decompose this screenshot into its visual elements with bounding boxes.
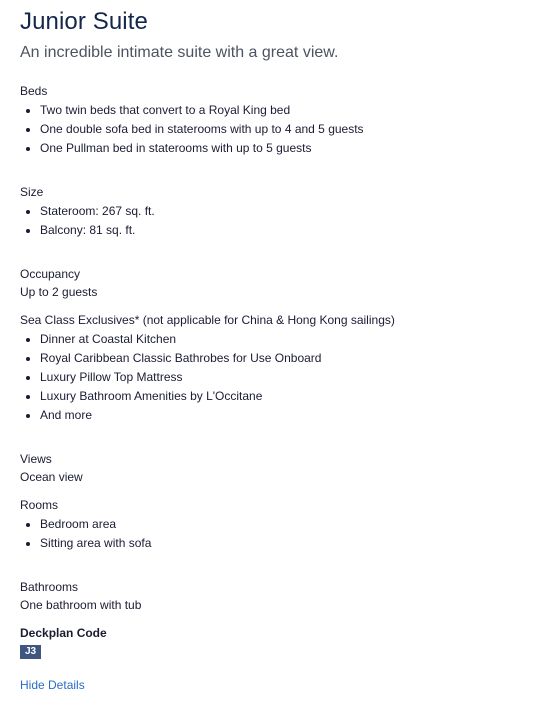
bathrooms-value: One bathroom with tub bbox=[20, 598, 142, 612]
exclusives-heading: Sea Class Exclusives* (not applicable for China & Hong Kong sailings) bbox=[20, 313, 395, 327]
list-item: One Pullman bed in staterooms with up to 5 guests bbox=[20, 139, 521, 158]
size-section bbox=[20, 183, 521, 240]
rooms-heading: Rooms bbox=[20, 498, 59, 512]
list-item: Stateroom: 267 sq. ft. bbox=[20, 202, 521, 221]
rooms-section bbox=[20, 496, 521, 553]
list-item: And more bbox=[20, 406, 521, 425]
deckplan-section bbox=[20, 624, 521, 659]
list-item: Royal Caribbean Classic Bathrobes for Use Onboard bbox=[20, 349, 521, 368]
list-item: Balcony: 81 sq. ft. bbox=[20, 221, 521, 240]
views-value: Ocean view bbox=[20, 470, 83, 484]
list-item: Dinner at Coastal Kitchen bbox=[20, 330, 521, 349]
views-section bbox=[20, 450, 521, 486]
list-item: Sitting area with sofa bbox=[20, 534, 521, 553]
size-heading: Size bbox=[20, 185, 44, 199]
occupancy-heading: Occupancy bbox=[20, 267, 81, 281]
deckplan-code-badge: J3 bbox=[20, 645, 41, 659]
deckplan-heading: Deckplan Code bbox=[20, 626, 107, 640]
list-item: One double sofa bed in staterooms with up to 4 and 5 guests bbox=[20, 120, 521, 139]
beds-heading: Beds bbox=[20, 84, 48, 98]
occupancy-section bbox=[20, 265, 521, 301]
page-title: Junior Suite bbox=[20, 8, 148, 35]
hide-details-row bbox=[20, 676, 521, 694]
views-heading: Views bbox=[20, 452, 52, 466]
exclusives-list bbox=[20, 330, 521, 425]
occupancy-value: Up to 2 guests bbox=[20, 285, 98, 299]
beds-section bbox=[20, 82, 521, 158]
list-item: Two twin beds that convert to a Royal King bed bbox=[20, 101, 521, 120]
exclusives-section bbox=[20, 311, 521, 425]
hide-details-link[interactable]: Hide Details bbox=[20, 678, 85, 692]
list-item: Luxury Pillow Top Mattress bbox=[20, 368, 521, 387]
bathrooms-section bbox=[20, 578, 521, 614]
beds-list bbox=[20, 101, 521, 158]
list-item: Bedroom area bbox=[20, 515, 521, 534]
page-subtitle: An incredible intimate suite with a great view. bbox=[20, 44, 339, 61]
rooms-list bbox=[20, 515, 521, 553]
list-item: Luxury Bathroom Amenities by L'Occitane bbox=[20, 387, 521, 406]
bathrooms-heading: Bathrooms bbox=[20, 580, 79, 594]
size-list bbox=[20, 202, 521, 240]
